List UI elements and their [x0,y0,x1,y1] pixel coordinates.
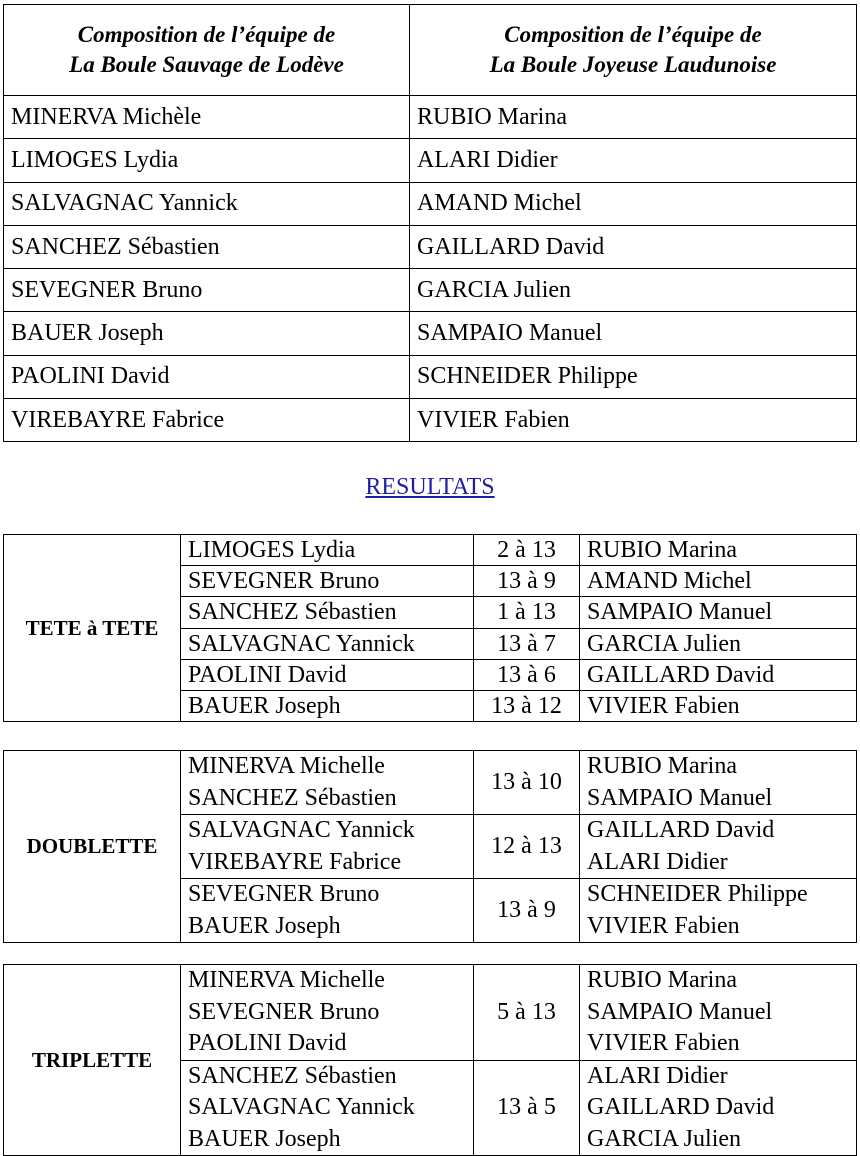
table-row [4,751,857,815]
away-players: RUBIO Marina SAMPAIO Manuel VIVIER Fabien [580,965,857,1061]
laudun-player: SAMPAIO Manuel [410,312,857,355]
table-row [4,355,857,398]
away-players: RUBIO Marina SAMPAIO Manuel [580,751,857,815]
triplette-results-table [3,964,857,1156]
match-score: 13 à 12 [474,690,580,721]
tete-a-tete-results-table [3,534,857,722]
laudun-player: AMAND Michel [410,182,857,225]
lodeve-player: SEVEGNER Bruno [4,269,410,312]
home-players: MINERVA Michelle SANCHEZ Sébastien [181,751,474,815]
home-players: SEVEGNER Bruno BAUER Joseph [181,879,474,943]
match-score: 12 à 13 [474,815,580,879]
home-players: MINERVA Michelle SEVEGNER Bruno PAOLINI David [181,965,474,1061]
laudun-team-header: Composition de l’équipe de La Boule Joyeuse Laudunoise [410,5,857,96]
home-players: BAUER Joseph [181,690,474,721]
lodeve-player: VIREBAYRE Fabrice [4,399,410,442]
away-players: GAILLARD David ALARI Didier [580,815,857,879]
composition-header-row [4,5,857,96]
home-players: SANCHEZ Sébastien SALVAGNAC Yannick BAUER Joseph [181,1060,474,1156]
lodeve-player: BAUER Joseph [4,312,410,355]
laudun-player: GARCIA Julien [410,269,857,312]
lodeve-player: LIMOGES Lydia [4,139,410,182]
laudun-player: RUBIO Marina [410,96,857,139]
table-row [4,535,857,566]
match-score: 13 à 9 [474,879,580,943]
table-row [4,225,857,268]
lodeve-team-header: Composition de l’équipe de La Boule Sauvage de Lodève [4,5,410,96]
laudun-player: ALARI Didier [410,139,857,182]
laudun-player: GAILLARD David [410,225,857,268]
laudun-player: SCHNEIDER Philippe [410,355,857,398]
results-heading: RESULTATS [365,474,495,500]
match-score: 1 à 13 [474,597,580,628]
table-row [4,269,857,312]
category-label: DOUBLETTE [4,751,181,943]
lodeve-player: SANCHEZ Sébastien [4,225,410,268]
table-row [4,182,857,225]
match-score: 13 à 6 [474,659,580,690]
home-players: SEVEGNER Bruno [181,566,474,597]
laudun-player: VIVIER Fabien [410,399,857,442]
match-score: 5 à 13 [474,965,580,1061]
away-players: SAMPAIO Manuel [580,597,857,628]
away-players: GAILLARD David [580,659,857,690]
match-score: 13 à 10 [474,751,580,815]
doublette-results-table [3,750,857,943]
away-players: SCHNEIDER Philippe VIVIER Fabien [580,879,857,943]
table-row [4,139,857,182]
home-players: PAOLINI David [181,659,474,690]
team-composition-table [3,4,857,442]
match-score: 2 à 13 [474,535,580,566]
table-row [4,965,857,1061]
away-players: AMAND Michel [580,566,857,597]
category-label: TRIPLETTE [4,965,181,1156]
away-players: RUBIO Marina [580,535,857,566]
home-players: SANCHEZ Sébastien [181,597,474,628]
match-score: 13 à 5 [474,1060,580,1156]
table-row [4,96,857,139]
lodeve-player: MINERVA Michèle [4,96,410,139]
match-score: 13 à 7 [474,628,580,659]
category-label: TETE à TETE [4,535,181,722]
away-players: GARCIA Julien [580,628,857,659]
match-score: 13 à 9 [474,566,580,597]
away-players: ALARI Didier GAILLARD David GARCIA Julien [580,1060,857,1156]
home-players: SALVAGNAC Yannick VIREBAYRE Fabrice [181,815,474,879]
away-players: VIVIER Fabien [580,690,857,721]
home-players: LIMOGES Lydia [181,535,474,566]
home-players: SALVAGNAC Yannick [181,628,474,659]
lodeve-player: SALVAGNAC Yannick [4,182,410,225]
table-row [4,399,857,442]
lodeve-player: PAOLINI David [4,355,410,398]
table-row [4,312,857,355]
